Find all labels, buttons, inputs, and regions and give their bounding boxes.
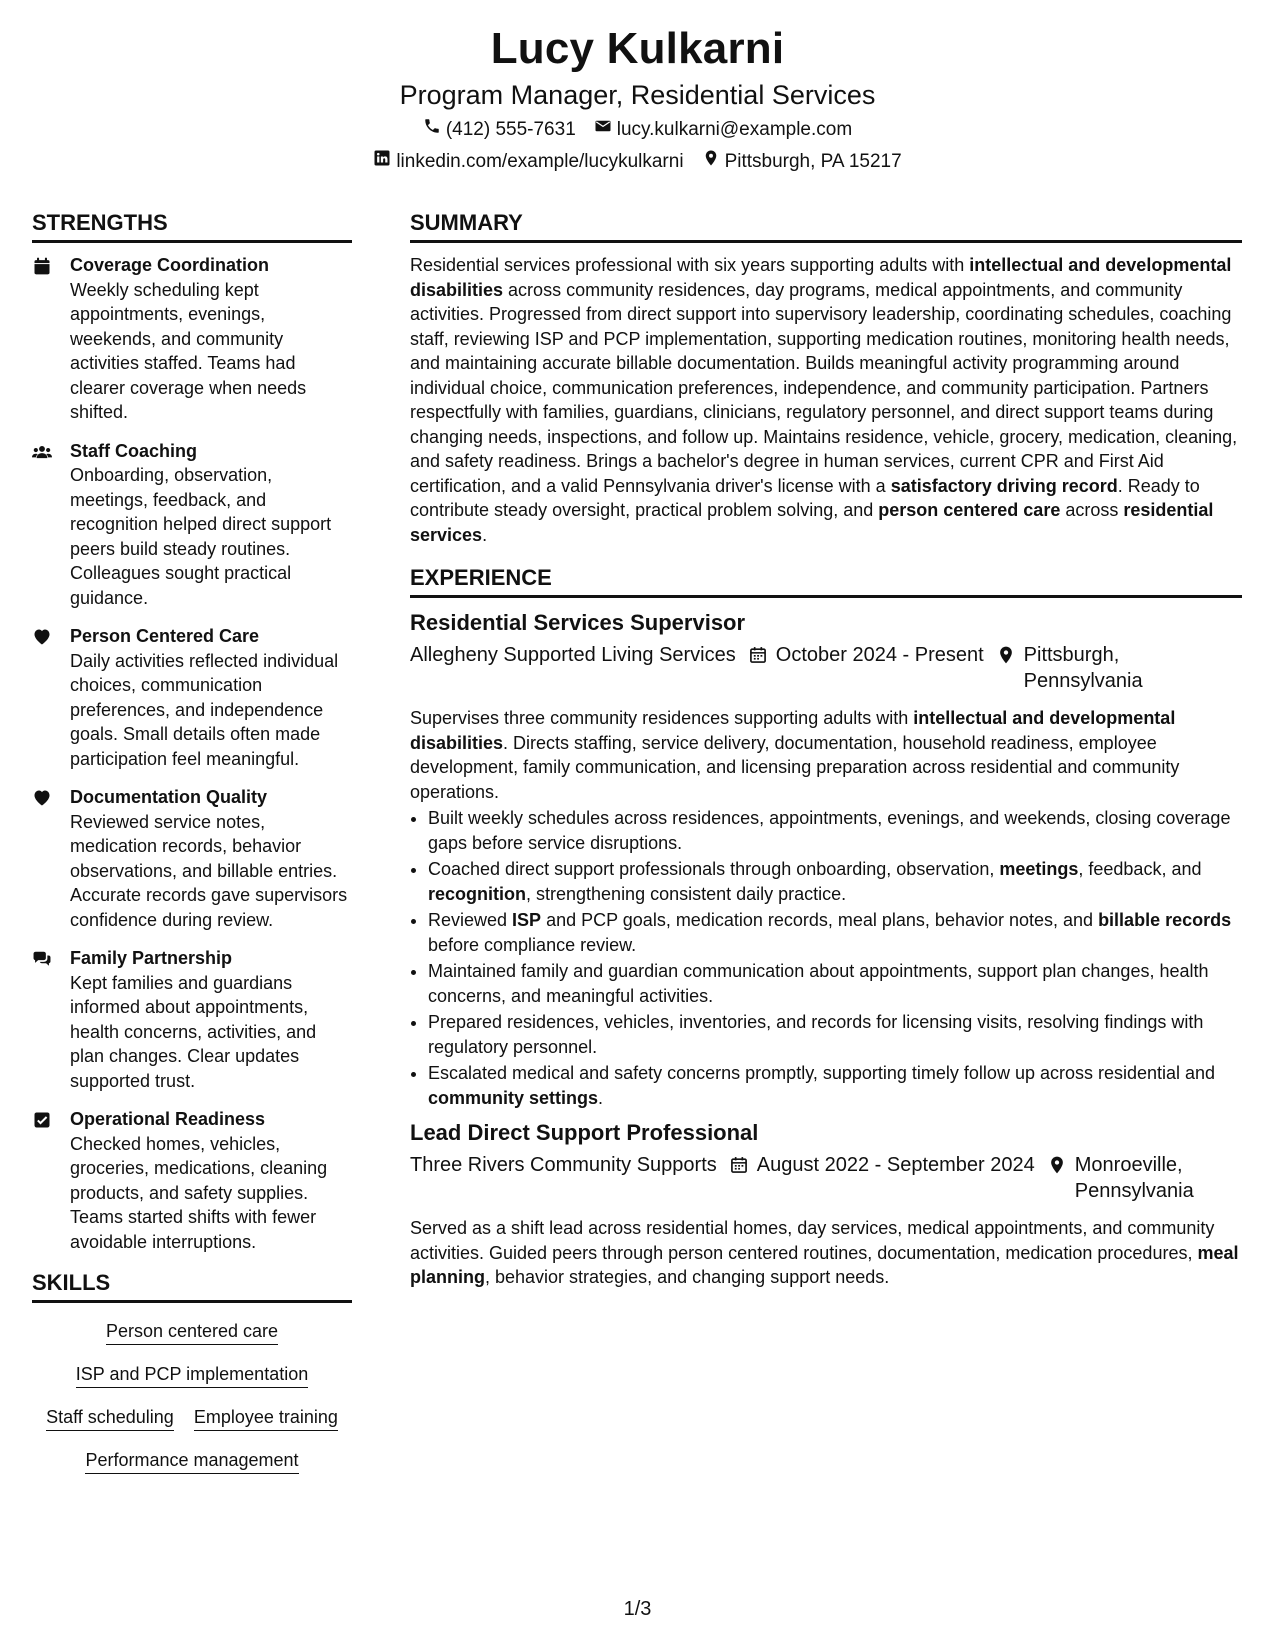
job-title: Lead Direct Support Professional	[410, 1120, 759, 1145]
strength-item	[32, 624, 352, 771]
contact-row-2	[0, 148, 1275, 176]
strength-text: Checked homes, vehicles, groceries, medications, cleaning products, and safety supplies. Teams started shifts with fewer avoidable interruptions.	[70, 1133, 328, 1252]
strength-item	[32, 253, 352, 425]
skill-tag: Staff scheduling	[46, 1405, 174, 1431]
envelope-icon	[594, 116, 612, 144]
skill-tag: Performance management	[85, 1448, 298, 1474]
phone-contact	[423, 116, 576, 144]
strength-text: Daily activities reflected individual choices, communication preferences, and independence goals. Small details often made participation feel meaningful.	[70, 650, 339, 769]
heart-icon	[32, 785, 70, 932]
bold-keyword: intellectual and developmental disabilities	[410, 255, 1232, 300]
skill-tag: Employee training	[194, 1405, 338, 1431]
job-entry	[410, 608, 1242, 1110]
bold-keyword: community settings	[428, 1087, 599, 1108]
job-dates	[748, 642, 984, 672]
bold-keyword: residential services	[410, 500, 1214, 545]
summary-heading: SUMMARY	[410, 208, 1242, 243]
map-pin-icon	[1047, 1152, 1067, 1182]
job-location-line1: Monroeville,	[1074, 1154, 1183, 1176]
email-text[interactable]: lucy.kulkarni@example.com	[616, 119, 853, 140]
resume-header	[0, 22, 1275, 176]
strength-text: Reviewed service notes, medication records, behavior observations, and billable entries. Accurate records gave supervisors confidence during review.	[70, 811, 348, 930]
strength-title: Coverage Coordination	[70, 255, 270, 275]
page-number: 1/3	[623, 1598, 652, 1620]
job-title: Residential Services Supervisor	[410, 610, 746, 635]
strength-title: Staff Coaching	[70, 440, 198, 461]
bold-keyword: satisfactory driving record	[890, 475, 1118, 496]
strength-text: Kept families and guardians informed about appointments, health concerns, activities, and plan changes. Clear updates supported trust.	[70, 972, 317, 1091]
strength-title: Family Partnership	[70, 948, 233, 968]
job-meta	[410, 642, 1242, 694]
bold-keyword: person centered care	[878, 500, 1061, 520]
contact-row-1	[0, 116, 1275, 144]
calendar-outline-icon	[748, 642, 768, 672]
calendar-outline-icon	[729, 1152, 749, 1182]
bullet-item: • Reviewed ISP and PCP goals, medication records, meal plans, behavior notes, and billable records before compliance review.	[428, 908, 1242, 957]
comments-icon	[32, 946, 70, 1093]
strength-text: Weekly scheduling kept appointments, evenings, weekends, and community activities staffed. Teams had clearer coverage when needs shifted.	[70, 279, 307, 422]
job-location	[1047, 1152, 1194, 1204]
job-dates	[729, 1152, 1035, 1182]
job-description: Served as a shift lead across residential homes, day services, medical appointments, and community activities. Guided peers through person centered routines, documentation, medication procedures, meal planning, behavior strategies, and changing support needs.	[410, 1218, 1239, 1287]
candidate-name: Lucy Kulkarni	[490, 24, 785, 73]
strengths-list	[32, 253, 352, 1254]
linkedin-icon	[373, 148, 391, 176]
strength-title: Operational Readiness	[70, 1109, 266, 1129]
strength-text: Onboarding, observation, meetings, feedback, and recognition helped direct support peers build steady routines. Colleagues sought practical guidance.	[70, 465, 332, 608]
bullet-item: • Prepared residences, vehicles, inventories, and records for licensing visits, resolving findings with regulatory personnel.	[428, 1010, 1242, 1059]
users-icon	[32, 439, 70, 611]
calendar-icon	[32, 253, 70, 425]
bold-keyword: intellectual and developmental disabilities	[410, 708, 1176, 753]
strength-item	[32, 785, 352, 932]
email-contact[interactable]	[594, 116, 852, 144]
bold-keyword: billable records	[1098, 910, 1232, 930]
job-description: Supervises three community residences supporting adults with intellectual and developmental disabilities. Directs staffing, service delivery, documentation, household readiness, employee development, family communication, and licensing preparation across residential and community operations.	[410, 708, 1180, 802]
phone-text: (412) 555-7631	[445, 119, 576, 140]
map-pin-icon	[996, 642, 1016, 672]
bullet-item: • Escalated medical and safety concerns promptly, supporting timely follow up across residential and community settings.	[428, 1061, 1242, 1110]
candidate-title: Program Manager, Residential Services	[399, 80, 876, 110]
bold-keyword: meal planning	[410, 1242, 1239, 1287]
bold-keyword: recognition	[428, 883, 526, 904]
linkedin-contact[interactable]	[373, 148, 683, 176]
job-location-line2: Pennsylvania	[1074, 1180, 1194, 1202]
bullet-item: • Maintained family and guardian communication about appointments, support plan changes, health concerns, and meaningful activities.	[428, 959, 1242, 1008]
phone-icon	[423, 116, 441, 144]
job-dates-text: August 2022 - September 2024	[756, 1154, 1035, 1176]
checkbox-icon	[32, 1107, 70, 1254]
job-bullets	[410, 806, 1242, 1110]
skill-tag: Person centered care	[106, 1319, 278, 1345]
summary-paragraph: Residential services professional with six years supporting adults with intellectual and developmental disabilities across community residences, day programs, medical appointments, and community activities. Progressed from direct support into supervisory leadership, coordinating schedules, coaching staff, reviewing ISP and PCP implementation, supporting medication routines, monitoring health needs, and maintaining accurate billable documentation. Builds meaningful activity programming around individual choice, communication preferences, independence, and community participation. Partners respectfully with families, guardians, clinicians, regulatory personnel, and direct support teams during changing needs, inspections, and follow up. Maintains residence, vehicle, grocery, medication, cleaning, and safety readiness. Brings a bachelor's degree in human services, current CPR and First Aid certification, and a valid Pennsylvania driver's license with a satisfactory driving record. Ready to contribute steady oversight, practical problem solving, and person centered care across residential services.	[410, 255, 1238, 545]
job-entry	[410, 1118, 1242, 1290]
job-location	[996, 642, 1143, 694]
strength-title: Documentation Quality	[70, 787, 268, 807]
map-pin-icon	[702, 148, 720, 176]
job-company: Allegheny Supported Living Services	[410, 644, 736, 666]
job-location-line1: Pittsburgh,	[1023, 644, 1120, 666]
bullet-item: • Coached direct support professionals through onboarding, observation, meetings, feedback, and recognition, strengthening consistent daily practice.	[428, 857, 1242, 906]
bullet-item: • Built weekly schedules across residences, appointments, evenings, and weekends, closing coverage gaps before service disruptions.	[428, 806, 1242, 855]
linkedin-text[interactable]: linkedin.com/example/lucykulkarni	[396, 151, 684, 172]
strength-item	[32, 1107, 352, 1254]
strength-item	[32, 439, 352, 611]
right-column	[410, 208, 1242, 1290]
location-text: Pittsburgh, PA 15217	[724, 151, 902, 172]
bold-keyword: ISP	[512, 910, 542, 930]
job-meta	[410, 1152, 1242, 1204]
location-contact	[702, 148, 902, 176]
left-column	[32, 208, 352, 1491]
skills-list	[32, 1313, 352, 1474]
skills-heading: SKILLS	[32, 1268, 352, 1303]
experience-heading: EXPERIENCE	[410, 563, 1242, 598]
job-location-line2: Pennsylvania	[1023, 670, 1143, 692]
strength-title: Person Centered Care	[70, 626, 260, 646]
bold-keyword: meetings	[999, 859, 1079, 879]
skill-tag: ISP and PCP implementation	[76, 1362, 308, 1388]
job-company: Three Rivers Community Supports	[410, 1154, 717, 1176]
heart-icon	[32, 624, 70, 771]
strength-item	[32, 946, 352, 1093]
job-dates-text: October 2024 - Present	[775, 644, 984, 666]
strengths-heading: STRENGTHS	[32, 208, 352, 243]
